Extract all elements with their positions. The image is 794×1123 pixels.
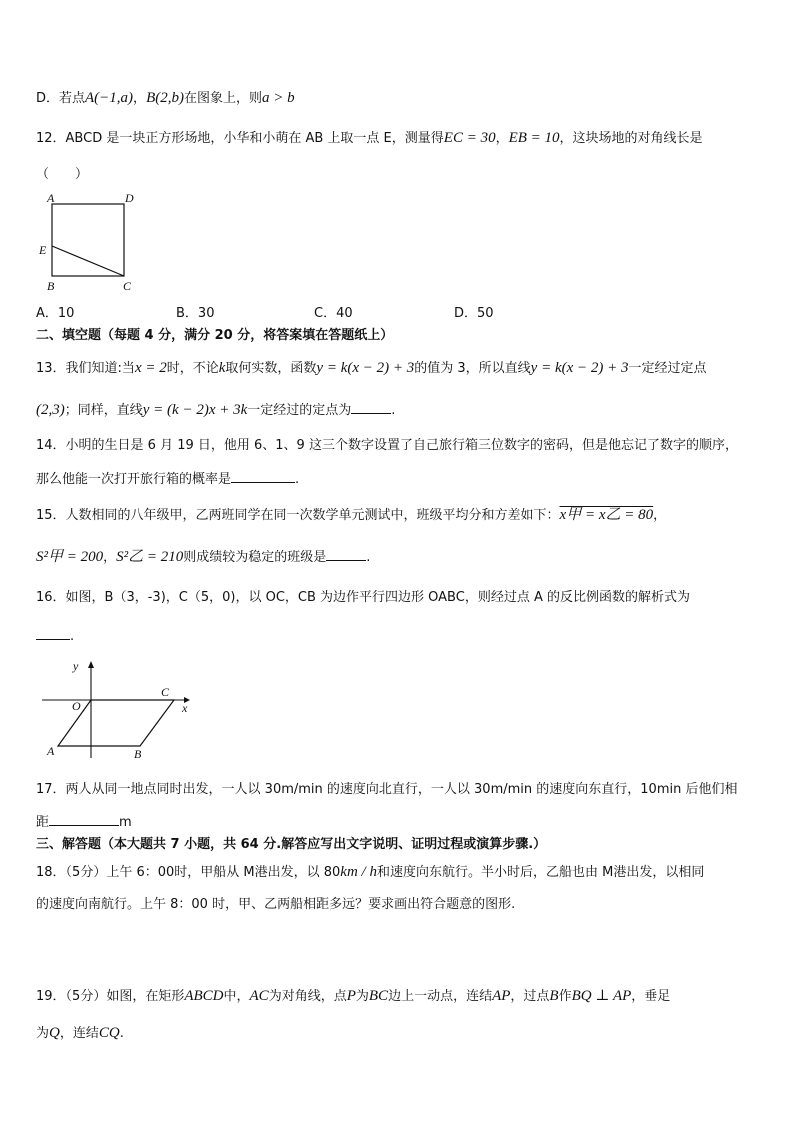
point-a-expr: A(−1,a): [85, 90, 134, 106]
q12-ec: EC = 30: [443, 130, 496, 146]
section-3-title: 三、解答题: [36, 837, 102, 852]
q13-text-f: ；同样，直线: [64, 403, 143, 418]
q18-text-a: 18．（5分）上午 6：00时，甲船从 M港出发，以 80: [36, 865, 341, 880]
q13-function-1: y = k(x − 2) + 3: [316, 360, 415, 376]
q19-ac: AC: [249, 988, 269, 1004]
q12-text: 12．ABCD 是一块正方形场地，小华和小萌在 AB 上取一点 E，测量得: [36, 131, 444, 146]
period: .: [295, 472, 300, 487]
y-axis-arrow: [88, 661, 94, 668]
q13-text-b: 时，不论: [166, 361, 219, 376]
section-3-heading: [36, 835, 546, 855]
q14-text: 那么他能一次打开旅行箱的概率是: [36, 472, 232, 487]
question-19-line-2: [36, 1023, 124, 1044]
q12-option-c: C．40: [314, 306, 353, 321]
question-17-line-2: [36, 811, 132, 833]
question-15-line-1: [36, 505, 666, 526]
answer-blank[interactable]: [351, 399, 391, 414]
q19-text-h: ，垂足: [631, 989, 671, 1004]
label-d: D: [125, 191, 134, 205]
question-17-line-1: 17．两人从同一地点同时出发，一人以 30m/min 的速度向北直行，一人以 30m/min 的速度向东直行，10min 后他们相: [36, 782, 738, 797]
separator: ，: [133, 91, 147, 106]
q13-function-3: y = (k − 2)x + 3k: [142, 402, 248, 418]
q19-text-b: 中，: [223, 989, 250, 1004]
label-o: O: [72, 699, 81, 713]
answer-blank[interactable]: [49, 811, 119, 826]
label-c: C: [123, 279, 132, 293]
label-a: A: [47, 744, 55, 758]
separator: ，: [103, 550, 117, 565]
q12-answer-paren: （ ）: [36, 167, 89, 182]
label-b: B: [134, 747, 142, 761]
question-13-line-2: [36, 399, 395, 421]
question-16-line-1: 16．如图，B（3，-3)，C（5，0)，以 OC，CB 为边作平行四边形 OABC，则经过点 A 的反比例函数的解析式为: [36, 590, 690, 605]
label-x: x: [182, 701, 188, 715]
q15-variance-2: S²乙 = 210: [116, 549, 184, 565]
q17-unit: m: [119, 815, 132, 830]
q19-text-e: 边上一动点，连结: [388, 989, 493, 1004]
question-14-line-1: 14．小明的生日是 6 月 19 日，他用 6、1、9 这三个数字设置了自己旅行箱三位数字的密码，但是他忘记了数字的顺序，: [36, 438, 738, 453]
q18-unit: km / h: [340, 864, 377, 880]
q18-text-b: 和速度向东航行。半小时后，乙船也由 M港出发，以相同: [376, 865, 705, 880]
q15-text-2: 则成绩较为稳定的班级是: [183, 550, 327, 565]
separator: ，: [653, 508, 667, 523]
parallelogram-figure: [36, 654, 206, 764]
separator: ，: [495, 131, 509, 146]
question-18-line-1: [36, 862, 704, 883]
question-18-line-2: 的速度向南航行。上午 8：00 时，甲、乙两船相距多远？要求画出符合题意的图形.: [36, 897, 516, 912]
q13-text-c: 取何实数，函数: [225, 361, 317, 376]
q13-point: (2,3): [36, 402, 65, 418]
q13-text-g: 一定经过的定点为: [247, 403, 352, 418]
label-y: y: [73, 659, 79, 673]
section-2-heading: [36, 326, 393, 346]
q15-variance-1: S²甲 = 200: [36, 549, 104, 565]
q19-bc: BC: [368, 988, 389, 1004]
q13-x-eq-2: x = 2: [134, 360, 167, 376]
q19-text-f: ，过点: [510, 989, 550, 1004]
q13-text-a: 13．我们知道:当: [36, 361, 135, 376]
q19-text-i: 为: [36, 1026, 50, 1041]
q13-k: k: [218, 360, 226, 376]
label-a: A: [47, 191, 55, 205]
q19-abcd: ABCD: [184, 988, 224, 1004]
period: .: [366, 550, 371, 565]
q12-option-b: B．30: [176, 306, 215, 321]
option-d-condition: a > b: [261, 90, 295, 106]
q12-eb: EB = 10: [508, 130, 560, 146]
point-b-expr: B(2,b): [146, 90, 184, 106]
q19-q: Q: [49, 1025, 60, 1041]
q12-option-a: A．10: [36, 306, 75, 321]
answer-blank[interactable]: [326, 546, 366, 561]
question-16-line-2: [36, 625, 74, 647]
label-c: C: [161, 685, 170, 699]
q15-text: 15．人数相同的八年级甲，乙两班同学在同一次数学单元测试中，班级平均分和方差如下：: [36, 508, 560, 523]
answer-blank[interactable]: [36, 625, 70, 640]
q19-text-d: 为: [355, 989, 369, 1004]
period: .: [119, 1026, 124, 1041]
q12-tail: ，这块场地的对角线长是: [559, 131, 703, 146]
question-14-line-2: [36, 468, 299, 490]
answer-blank[interactable]: [231, 468, 295, 483]
label-e: E: [39, 243, 47, 257]
square-figure: [30, 188, 160, 298]
q19-ap: AP: [492, 988, 511, 1004]
period: .: [70, 629, 75, 644]
option-d-line: [36, 88, 295, 109]
q13-text-e: 一定经过定点: [628, 361, 707, 376]
q19-text-c: 为对角线，点: [268, 989, 347, 1004]
section-2-note: （每题 4 分，满分 20 分，将答案填在答题纸上）: [101, 328, 394, 343]
q13-text-d: 的值为 3，所以直线: [414, 361, 531, 376]
question-19-line-1: [36, 986, 670, 1007]
q19-perp: BQ ⊥ AP: [571, 988, 632, 1004]
period: .: [391, 403, 396, 418]
square-outline: [52, 204, 124, 276]
q19-text-j: ，连结: [59, 1026, 99, 1041]
question-15-line-2: [36, 546, 370, 568]
q12-option-d: D．50: [454, 306, 494, 321]
q19-p: P: [346, 988, 356, 1004]
question-13-line-1: [36, 358, 707, 379]
option-d-mid: 在图象上，则: [183, 91, 262, 106]
q19-b: B: [549, 988, 559, 1004]
question-12-stem: [36, 128, 703, 149]
section-2-title: 二、填空题: [36, 328, 102, 343]
option-d-prefix: D．若点: [36, 91, 86, 106]
q19-cq: CQ: [98, 1025, 120, 1041]
q15-averages: x甲 = x乙 = 80: [559, 507, 654, 523]
section-3-note: （本大题共 7 小题，共 64 分.解答应写出文字说明、证明过程或演算步骤.）: [101, 837, 547, 852]
q13-function-2: y = k(x − 2) + 3: [530, 360, 629, 376]
q19-text-g: 作: [558, 989, 572, 1004]
q19-text-a: 19．（5分）如图，在矩形: [36, 989, 185, 1004]
segment-ec: [52, 246, 124, 276]
q17-text: 距: [36, 815, 50, 830]
label-b: B: [47, 279, 55, 293]
